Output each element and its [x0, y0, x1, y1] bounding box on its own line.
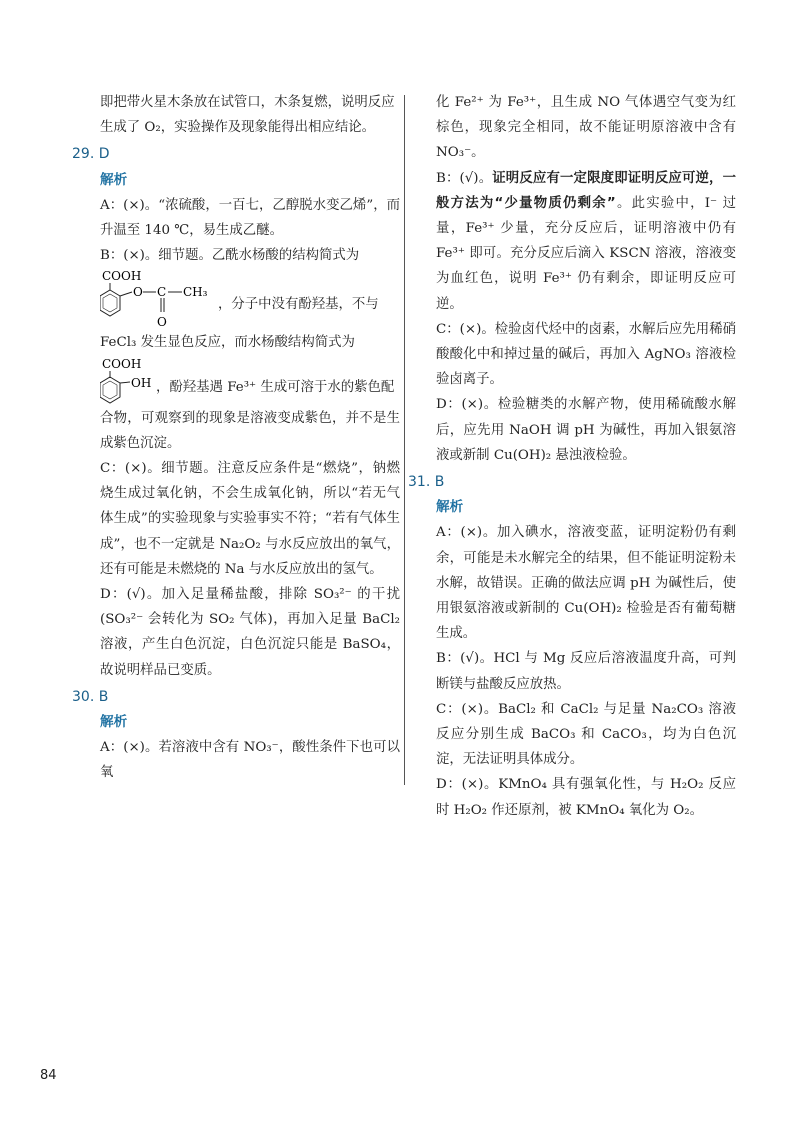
q29-option-b-after-formula1: ，分子中没有酚羟基，不与 — [218, 297, 379, 313]
q30-option-c: C：(×)。检验卤代烃中的卤素，水解后应先用稀硝酸酸化中和掉过量的碱后，再加入 AgNO₃ 溶液检验卤离子。 — [436, 321, 736, 388]
carbonyl-oxygen-label: O — [157, 315, 167, 330]
q30-option-a-continued: 化 Fe²⁺ 为 Fe³⁺，且生成 NO 气体遇空气变为红棕色，现象完全相同，故不能证明原溶液中含有 NO₃⁻。 — [436, 95, 736, 161]
question-31-analysis-label: 解析 — [436, 499, 464, 516]
q30-option-a-start: A：(×)。若溶液中含有 NO₃⁻，酸性条件下也可以氧 — [100, 740, 400, 781]
hydroxyl-label: OH — [131, 375, 152, 390]
carbonyl-carbon-label: C — [157, 285, 167, 300]
cooh-label: COOH — [102, 269, 142, 284]
right-column — [408, 90, 736, 823]
intro-line-2: 生成了 O₂，实验操作及现象能得出相应结论。 — [100, 120, 376, 136]
q31-option-c: C：(×)。BaCl₂ 和 CaCl₂ 与足量 Na₂CO₃ 溶液反应分别生成 BaCO₃ 和 CaCO₃，均为白色沉淀，无法证明具体成分。 — [436, 701, 736, 768]
q29-option-a: A：(×)。“浓硫酸，一百七，乙醇脱水变乙烯”，而升温至 140 ℃，易生成乙醚。 — [100, 197, 400, 239]
question-30-number: 30. B — [72, 688, 109, 705]
ester-oxygen-label: O — [133, 285, 143, 300]
q29-option-b-line1: B：(×)。细节题。乙酰水杨酸的结构简式为 — [100, 248, 360, 264]
q29-option-b-line2: FeCl₃ 发生显色反应，而水杨酸结构简式为 — [100, 335, 355, 351]
q31-option-d: D：(×)。KMnO₄ 具有强氧化性，与 H₂O₂ 反应时 H₂O₂ 作还原剂，被 KMnO₄ 氧化为 O₂。 — [436, 777, 736, 818]
q30-option-b-prefix: B：(√)。 — [436, 170, 493, 186]
q30-option-b-bold: 证明反应有一定限度即证明反应可逆，一般方法为“少量物质仍剩余” — [436, 170, 736, 211]
question-29-analysis-label: 解析 — [100, 171, 128, 188]
column-divider — [404, 95, 405, 785]
q31-option-b: B：(√)。HCl 与 Mg 反应后溶液温度升高，可判断镁与盐酸反应放热。 — [436, 651, 736, 692]
q30-option-b — [436, 166, 736, 317]
left-column — [72, 90, 400, 786]
salicylic-acid-formula-line — [100, 356, 400, 406]
cooh-label-2: COOH — [102, 356, 142, 371]
q30-option-b-rest: 。此实验中，I⁻ 过量，Fe³⁺ 少量，充分反应后，证明溶液中仍有 Fe³⁺ 即可。充分反应后滴入 KSCN 溶液，溶液变为血红色，说明 Fe³⁺ 仍有剩余，即证明反应可逆。 — [436, 195, 736, 312]
q29-option-b-line3: 合物，可观察到的现象是溶液变成紫色，并不是生成紫色沉淀。 — [100, 410, 400, 451]
intro-line-1: 即把带火星木条放在试管口，木条复燃，说明反应 — [100, 95, 395, 110]
question-29-number: 29. D — [72, 146, 110, 163]
acetylsalicylic-acid-structure — [100, 268, 218, 330]
q31-option-a: A：(×)。加入碘水，溶液变蓝，证明淀粉仍有剩余，可能是未水解完全的结果，但不能证明淀粉未水解，故错误。正确的做法应调 pH 为碱性后，使用银氨溶液或新制的 Cu(OH)₂ 检验是否有葡萄糖生成。 — [436, 525, 736, 642]
q30-option-d: D：(×)。检验糖类的水解产物，使用稀硫酸水解后，应先用 NaOH 调 pH 为碱性，再加入银氨溶液或新制 Cu(OH)₂ 悬浊液检验。 — [436, 397, 736, 463]
q29-option-b-after-formula2: ，酚羟基遇 Fe³⁺ 生成可溶于水的紫色配 — [156, 379, 395, 395]
q29-option-c: C：(×)。细节题。注意反应条件是“燃烧”，钠燃烧生成过氧化钠，不会生成氧化钠，所以“若无气体生成”的实验现象与实验事实不符；“若有气体生成”，也不一定就是 Na₂O₂ 与水反应放出的氧气，还有可能是未燃烧的 Na 与水反应放出的氢气。 — [100, 461, 400, 577]
page-number: 84 — [40, 1068, 57, 1083]
salicylic-acid-structure — [100, 356, 156, 406]
acetylsalicylic-acid-formula-line — [100, 268, 400, 330]
methyl-label: CH₃ — [183, 285, 208, 300]
question-31-number: 31. B — [408, 474, 445, 491]
q29-option-d: D：(√)。加入足量稀盐酸，排除 SO₃²⁻ 的干扰(SO₃²⁻ 会转化为 SO₂ 气体)，再加入足量 BaCl₂ 溶液，产生白色沉淀，白色沉淀只能是 BaSO₄，故说明样品已变质。 — [100, 587, 400, 678]
question-30-analysis-label: 解析 — [100, 714, 128, 731]
